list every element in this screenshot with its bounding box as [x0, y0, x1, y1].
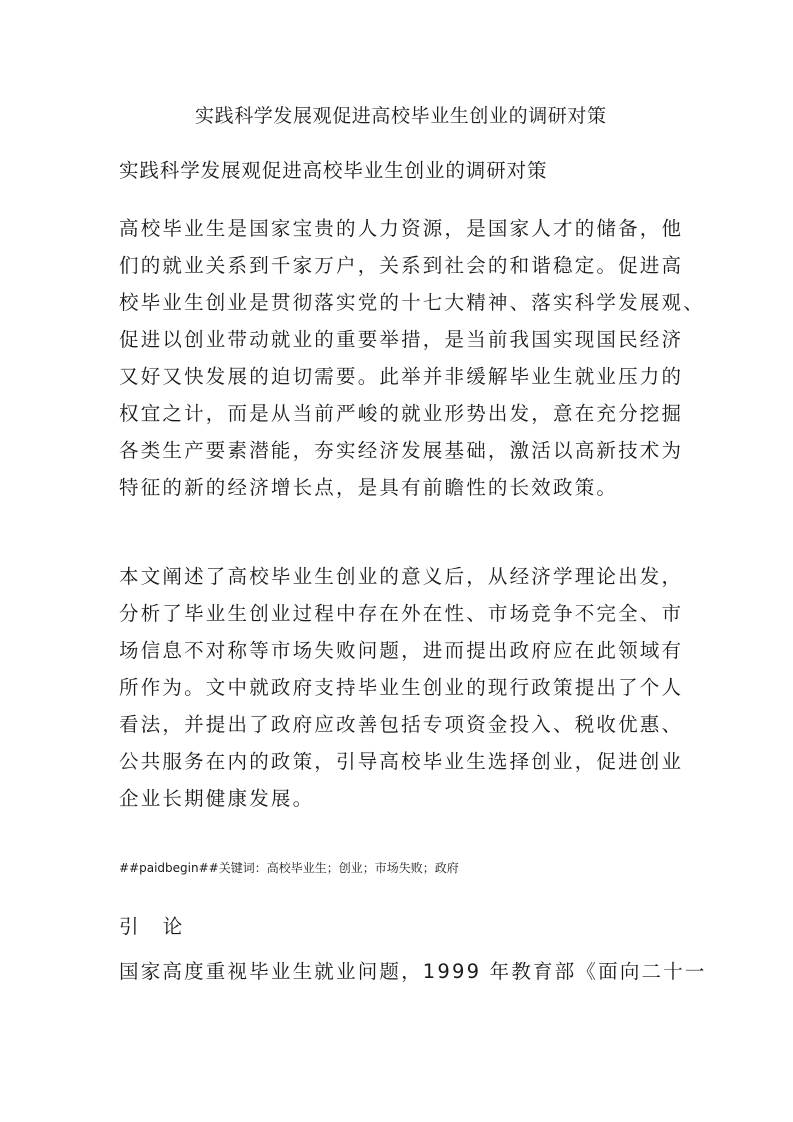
paragraph-line: 们的就业关系到千家万户，关系到社会的和谐稳定。促进高 — [119, 254, 684, 277]
paragraph-line: 场信息不对称等市场失败问题，进而提出政府应在此领域有 — [119, 639, 684, 662]
paragraph-abstract — [119, 558, 699, 817]
paragraph-line: 促进以创业带动就业的重要举措，是当前我国实现国民经济 — [119, 328, 684, 351]
section-heading: 引 论 — [119, 915, 192, 938]
paragraph-line: 看法，并提出了政府应改善包括专项资金投入、税收优惠、 — [119, 713, 684, 736]
paragraph-line: 企业长期健康发展。 — [119, 787, 315, 810]
paragraph-line: 高校毕业生是国家宝贵的人力资源，是国家人才的储备，他 — [119, 217, 684, 240]
paragraph-line: 各类生产要素潜能，夯实经济发展基础，激活以高新技术为 — [119, 439, 684, 462]
paragraph-line: 分析了毕业生创业过程中存在外在性、市场竞争不完全、市 — [119, 602, 684, 625]
paragraph-line: 权宜之计，而是从当前严峻的就业形势出发，意在充分挖掘 — [119, 402, 684, 425]
paragraph-line: 特征的新的经济增长点，是具有前瞻性的长效政策。 — [119, 476, 619, 499]
paragraph-line: 又好又快发展的迫切需要。此举并非缓解毕业生就业压力的 — [119, 365, 684, 388]
paragraph-line: 公共服务在内的政策，引导高校毕业生选择创业，促进创业 — [119, 750, 684, 773]
paragraph-line: 本文阐述了高校毕业生创业的意义后，从经济学理论出发， — [119, 565, 684, 588]
paragraph-line: 校毕业生创业是贯彻落实党的十七大精神、落实科学发展观、 — [119, 291, 705, 314]
paragraph-intro — [119, 210, 705, 506]
document-title: 实践科学发展观促进高校毕业生创业的调研对策 — [195, 105, 607, 127]
paragraph-line: 所作为。文中就政府支持毕业生创业的现行政策提出了个人 — [119, 676, 684, 699]
document-subtitle: 实践科学发展观促进高校毕业生创业的调研对策 — [119, 159, 548, 182]
paragraph-body — [119, 953, 707, 990]
keywords-line: ##paidbegin##关键词：高校毕业生；创业；市场失败；政府 — [119, 861, 459, 875]
paragraph-line: 国家高度重视毕业生就业问题，1999 年教育部《面向二十一 — [119, 960, 707, 983]
